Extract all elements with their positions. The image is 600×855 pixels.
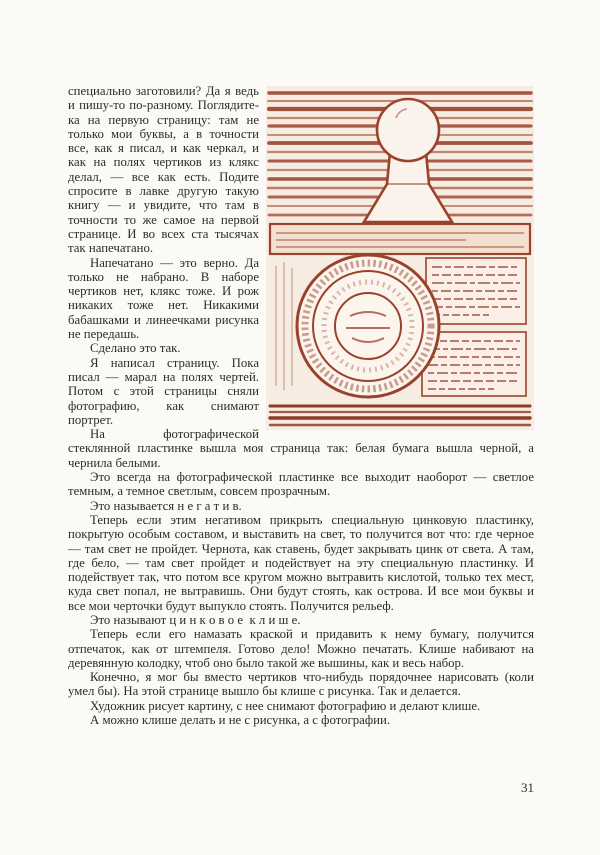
paragraph: Сделано это так. (90, 341, 181, 356)
paragraph: Теперь если его намазать краской и придавить к нему бумагу, получится отпечаток, как от штемпеля. Готово дело! Можно печатать. Клише набивают на деревянную колодку, чтоб оно было такой же вышины, как и весь набор. (68, 627, 534, 670)
paragraph: На фотографической стеклянной пластинке вышла моя страница так: белая бумага вышла черной, а чернила белыми. (68, 427, 534, 470)
paragraph: Художник рисует картину, с нее снимают фотографию и делают клише. (90, 698, 481, 713)
page-number: 31 (521, 780, 534, 795)
paragraph: Напечатано — это верно. Да только не набрано. В наборе чертиков нет, клякс тоже. И рож никаких тоже нет. Никакими бабашками и линеечками рисунка не передашь. (68, 255, 259, 342)
paragraph: А можно клише делать и не с рисунка, а с фотографии. (90, 713, 391, 728)
stamp-seal-illustration (266, 86, 534, 430)
paragraph: специально заготовили? Да я ведь и пишу-то по-разному. Поглядите-ка на первую страницу: там не только мои буквы, а в точности все, как я писал, и как черкал, и как на полях чертиков из клякс делал, — все как есть. Подите спросите в лавке другую такую книгу — и увидите, что там в точности то же самое на первой странице. И во всех ста тысячах так напечатано. (68, 84, 259, 256)
paragraph: Теперь если этим негативом прикрыть специальную цинковую пластинку, покрытую особым составом, и выставить на свет, то получится вот что: где черное — там свет не пройдет. Чернота, как ставень, будет закрывать цинк от света. А там, где бело, — там свет пройдет и подействует на эту специальную пластинку. И подействует так, что потом все кругом можно вытравить кислотой, только тех мест, куда свет попал, не вытравишь. Они будут стоять, как острова. И все мои буквы и все мои черточки будут выпукло стоять. Получится рельеф. (68, 512, 534, 613)
paragraph: Конечно, я мог бы вместо чертиков что-нибудь порядочнее нарисовать (коли умел бы). На этой странице вышло бы клише с рисунка. Так и делается. (68, 670, 534, 699)
page-text-block (68, 84, 534, 727)
paragraph: Я написал страницу. Пока писал — марал на полях чертей. Потом с этой страницы сняли фотографию, как снимают портрет. (68, 355, 259, 427)
paragraph: Это всегда на фотографической пластинке все выходит наоборот — светлое темным, а темное светлым, совсем прозрачным. (68, 470, 534, 499)
paragraph: Это называют ц и н к о в о е к л и ш е. (90, 612, 301, 627)
stamp-seal-illustration-graphic (266, 86, 534, 430)
paragraph: Это называется н е г а т и в. (90, 498, 242, 513)
